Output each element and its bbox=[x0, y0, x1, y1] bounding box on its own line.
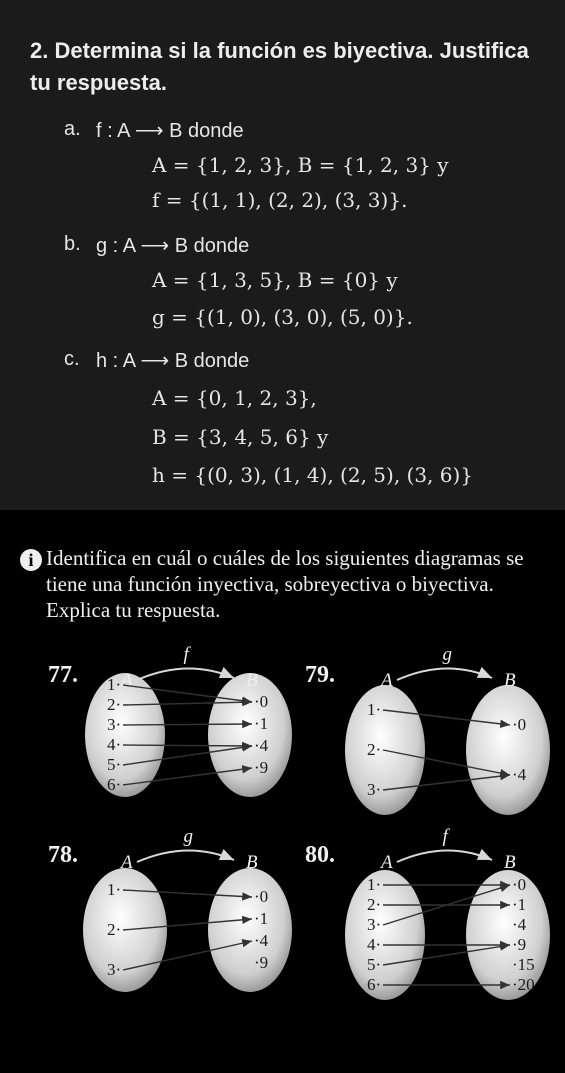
diagram-80-domain-5: 5· bbox=[367, 955, 382, 974]
diagram-80-codomain-oval bbox=[466, 870, 550, 1000]
diagram-78-codomain-9: ·9 bbox=[254, 953, 269, 972]
diagram-79-codomain-oval bbox=[466, 685, 550, 815]
diagram-80-codomain-4: ·4 bbox=[512, 915, 527, 934]
diagram-79-codomain-0: ·0 bbox=[512, 715, 527, 734]
part-b-sets: A = {1, 3, 5}, B = {0} y bbox=[152, 268, 398, 292]
diagram-80-domain-oval bbox=[345, 870, 425, 1000]
diagram-78-domain-2: 2· bbox=[107, 920, 122, 939]
diagram-77-set-b-label: B bbox=[246, 670, 258, 691]
part-c-head: h : A ⟶ B donde bbox=[96, 350, 250, 372]
diagram-80-codomain-0: ·0 bbox=[512, 875, 527, 894]
diagram-77-domain-2: 2· bbox=[107, 695, 122, 714]
diagram-80-function-arrow bbox=[397, 850, 492, 862]
part-c-function: h = {(0, 3), (1, 4), (2, 5), (3, 6)} bbox=[152, 463, 474, 487]
diagram-79-set-a-label: A bbox=[381, 670, 393, 691]
diagram-77-codomain-9: ·9 bbox=[254, 758, 269, 777]
diagram-77-mapping-3-to-1 bbox=[123, 724, 252, 725]
diagram-80-codomain-1: ·1 bbox=[512, 895, 527, 914]
diagram-77-set-a-label: A bbox=[121, 670, 133, 691]
diagram-77-domain-3: 3· bbox=[107, 715, 122, 734]
diagram-78-function-name: g bbox=[183, 826, 193, 847]
exercise-number: 2. bbox=[30, 38, 49, 63]
part-c-label: c. bbox=[64, 348, 80, 370]
part-a-function: f = {(1, 1), (2, 2), (3, 3)}. bbox=[152, 188, 408, 212]
diagram-80-domain-1: 1· bbox=[367, 875, 382, 894]
diagram-77-codomain-1: ·1 bbox=[254, 714, 269, 733]
diagram-77-domain-oval bbox=[85, 673, 165, 797]
diagram-78-number: 78. bbox=[48, 842, 78, 868]
diagram-79-domain-1: 1· bbox=[367, 700, 382, 719]
diagram-77-domain-1: 1· bbox=[107, 675, 122, 694]
diagram-80-set-a-label: A bbox=[381, 852, 393, 873]
diagram-80-domain-3: 3· bbox=[367, 915, 382, 934]
diagram-78-codomain-1: ·1 bbox=[254, 909, 269, 928]
diagram-77-codomain-oval bbox=[208, 673, 292, 797]
diagram-77-domain-5: 5· bbox=[107, 755, 122, 774]
diagram-78-set-b-label: B bbox=[246, 852, 258, 873]
diagram-77-domain-4: 4· bbox=[107, 735, 122, 754]
diagram-80-function-name: f bbox=[442, 826, 448, 847]
part-b-head: g : A ⟶ B donde bbox=[96, 235, 250, 257]
diagram-79-domain-3: 3· bbox=[367, 780, 382, 799]
part-b-label: b. bbox=[64, 233, 81, 255]
diagram-77-function-name: f bbox=[183, 644, 189, 665]
instruction-text: Identifica en cuál o cuáles de los siguientes diagramas se tiene una función inyectiva, sobreyectiva o biyectiva. Explica tu respuesta. bbox=[46, 546, 524, 622]
diagram-78-domain-1: 1· bbox=[107, 880, 122, 899]
diagram-80-number: 80. bbox=[305, 842, 335, 868]
diagram-78-function-arrow bbox=[137, 850, 234, 862]
diagram-79-codomain-4: ·4 bbox=[512, 765, 527, 784]
diagram-77-domain-6: 6· bbox=[107, 775, 122, 794]
diagram-77-codomain-0: ·0 bbox=[254, 692, 269, 711]
diagram-80-domain-4: 4· bbox=[367, 935, 382, 954]
diagram-77-codomain-4: ·4 bbox=[254, 736, 269, 755]
part-c-set-b: B = {3, 4, 5, 6} y bbox=[152, 425, 329, 449]
diagram-78-domain-3: 3· bbox=[107, 960, 122, 979]
diagram-80-codomain-20: ·20 bbox=[512, 975, 535, 994]
part-a-head: f : A ⟶ B donde bbox=[96, 120, 244, 142]
diagram-78-set-a-label: A bbox=[121, 852, 133, 873]
part-b-function: g = {(1, 0), (3, 0), (5, 0)}. bbox=[152, 305, 413, 329]
diagram-79-function-arrow bbox=[397, 668, 492, 680]
diagram-80-domain-6: 6· bbox=[367, 975, 382, 994]
diagram-79-domain-2: 2· bbox=[367, 740, 382, 759]
part-a-label: a. bbox=[64, 118, 81, 140]
diagram-79-number: 79. bbox=[305, 662, 335, 688]
diagram-80-codomain-9: ·9 bbox=[512, 935, 527, 954]
part-a-sets: A = {1, 2, 3}, B = {1, 2, 3} y bbox=[152, 153, 449, 177]
diagram-79-function-name: g bbox=[442, 644, 452, 665]
part-c-set-a: A = {0, 1, 2, 3}, bbox=[152, 386, 317, 410]
diagram-80-domain-2: 2· bbox=[367, 895, 382, 914]
diagram-77-mapping-4-to-4 bbox=[123, 745, 252, 746]
diagram-79-set-b-label: B bbox=[504, 670, 516, 691]
diagram-78-codomain-4: ·4 bbox=[254, 931, 269, 950]
diagram-78-codomain-0: ·0 bbox=[254, 887, 269, 906]
diagram-77-function-arrow bbox=[137, 668, 234, 680]
exercise-prompt: Determina si la función es biyectiva. Justifica tu respuesta. bbox=[30, 38, 529, 95]
diagram-80-set-b-label: B bbox=[504, 852, 516, 873]
diagram-80-codomain-15: ·15 bbox=[512, 955, 535, 974]
diagram-77-number: 77. bbox=[48, 662, 78, 688]
info-icon: i bbox=[20, 549, 42, 571]
diagram-78-codomain-oval bbox=[208, 868, 292, 992]
